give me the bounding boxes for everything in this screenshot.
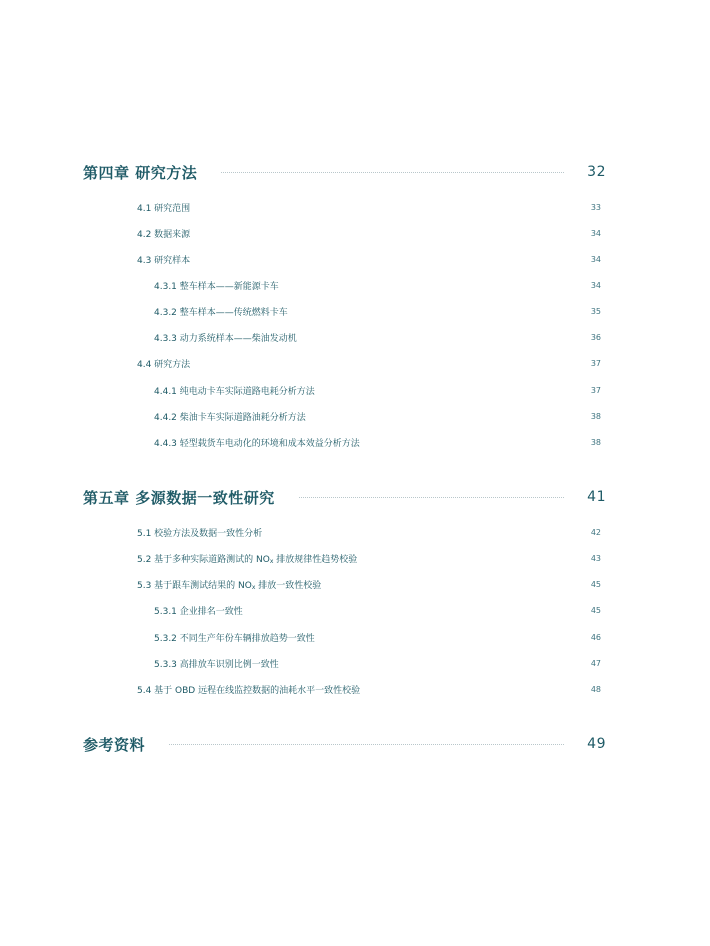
chapter-title: 参考资料	[83, 735, 146, 754]
entry-page-number: 46	[590, 632, 601, 642]
entry-page-number: 35	[590, 306, 601, 316]
toc-entry-5-2[interactable]	[137, 550, 601, 566]
chapter-page-number: 32	[587, 164, 606, 180]
subscript-x: x	[251, 583, 256, 591]
entry-title: 4.3.1 整车样本——新能源卡车	[154, 281, 279, 292]
entry-title: 4.1 研究范围	[137, 203, 191, 214]
entry-page-number: 36	[590, 332, 601, 342]
entry-title	[137, 578, 321, 591]
entry-title: 4.4 研究方法	[137, 359, 191, 370]
dot-leader	[299, 497, 564, 498]
chapter-page-number: 49	[587, 736, 606, 752]
entry-page-number: 38	[590, 437, 601, 447]
entry-title: 5.3.2 不同生产年份车辆排放趋势一致性	[154, 633, 315, 644]
chapter-title: 第五章 多源数据一致性研究	[83, 488, 275, 507]
dot-leader	[221, 172, 564, 173]
toc-entry-5-3-2[interactable]	[154, 629, 601, 645]
toc-entry-4-3-3[interactable]	[154, 329, 601, 345]
entry-title-part: 5.2 基于多种实际道路测试的 NO	[137, 554, 270, 565]
entry-page-number: 47	[590, 658, 601, 668]
entry-title: 4.4.2 柴油卡车实际道路油耗分析方法	[154, 412, 306, 423]
entry-title: 5.1 校验方法及数据一致性分析	[137, 528, 263, 539]
toc-entry-4-3[interactable]	[137, 251, 601, 267]
toc-chapter-4[interactable]	[83, 161, 606, 183]
entry-page-number: 34	[590, 228, 601, 238]
chapter-title: 第四章 研究方法	[83, 163, 198, 182]
toc-entry-5-1[interactable]	[137, 524, 601, 540]
chapter-page-number: 41	[587, 489, 606, 505]
toc-entry-4-1[interactable]	[137, 199, 601, 215]
entry-page-number: 45	[590, 605, 601, 615]
entry-title: 4.4.3 轻型载货车电动化的环境和成本效益分析方法	[154, 438, 360, 449]
entry-title-part: 排放一致性校验	[255, 580, 322, 591]
entry-title: 4.4.1 纯电动卡车实际道路电耗分析方法	[154, 386, 315, 397]
entry-title: 4.2 数据来源	[137, 229, 191, 240]
toc-entry-5-4[interactable]	[137, 681, 601, 697]
toc-entry-5-3-3[interactable]	[154, 655, 601, 671]
entry-title-part: 排放规律性趋势校验	[273, 554, 358, 565]
toc-entry-4-3-2[interactable]	[154, 303, 601, 319]
entry-page-number: 33	[590, 202, 601, 212]
entry-page-number: 42	[590, 527, 601, 537]
toc-entry-4-2[interactable]	[137, 225, 601, 241]
toc-chapter-5[interactable]	[83, 486, 606, 508]
entry-page-number: 45	[590, 579, 601, 589]
toc-entry-4-4-3[interactable]	[154, 434, 601, 450]
entry-page-number: 34	[590, 280, 601, 290]
entry-page-number: 48	[590, 684, 601, 694]
entry-title: 5.4 基于 OBD 远程在线监控数据的油耗水平一致性校验	[137, 685, 361, 696]
entry-page-number: 37	[590, 358, 601, 368]
toc-entry-4-4[interactable]	[137, 355, 601, 371]
entry-title: 4.3.3 动力系统样本——柴油发动机	[154, 333, 297, 344]
toc-entry-5-3[interactable]	[137, 576, 601, 592]
toc-entry-5-3-1[interactable]	[154, 602, 601, 618]
toc-entry-4-3-1[interactable]	[154, 277, 601, 293]
entry-title: 4.3 研究样本	[137, 255, 191, 266]
entry-page-number: 37	[590, 385, 601, 395]
entry-page-number: 34	[590, 254, 601, 264]
entry-page-number: 43	[590, 553, 601, 563]
entry-title	[137, 552, 357, 565]
toc-entry-4-4-1[interactable]	[154, 382, 601, 398]
toc-references[interactable]	[83, 733, 606, 755]
subscript-x: x	[269, 557, 274, 565]
entry-title-part: 5.3 基于跟车测试结果的 NO	[137, 580, 252, 591]
entry-title: 4.3.2 整车样本——传统燃料卡车	[154, 307, 288, 318]
dot-leader	[169, 744, 564, 745]
toc-entry-4-4-2[interactable]	[154, 408, 601, 424]
entry-title: 5.3.1 企业排名一致性	[154, 606, 243, 617]
entry-page-number: 38	[590, 411, 601, 421]
entry-title: 5.3.3 高排放车识别比例一致性	[154, 659, 279, 670]
